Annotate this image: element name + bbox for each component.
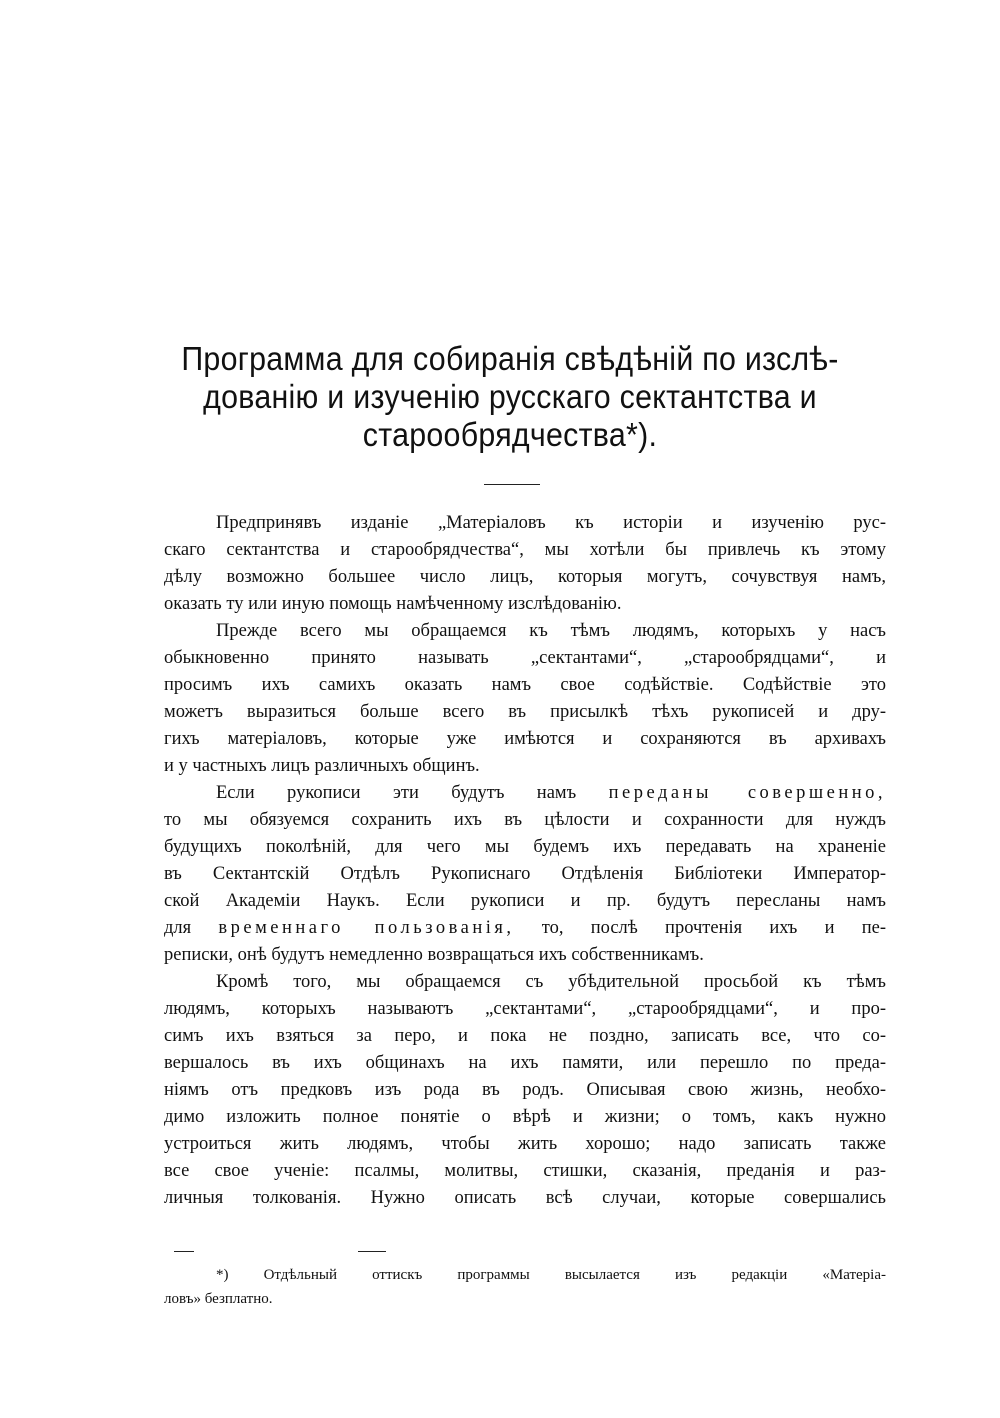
emphasis-text: переданы совершенно, — [608, 783, 887, 803]
text-line: личныя толкованія. Нужно описать всѣ случаи, которые совершались — [164, 1188, 886, 1208]
text-line: можетъ выразиться больше всего въ присылкѣ тѣхъ рукописей и дру- — [164, 702, 886, 722]
text-line: оказать ту или иную помощь намѣченному изслѣдованію. — [164, 594, 622, 614]
text-line: и у частныхъ лицъ различныхъ общинъ. — [164, 756, 480, 776]
footnote-separator — [174, 1251, 394, 1253]
text-line: то мы обязуемся сохранить ихъ въ цѣлости и сохранности для нуждъ — [164, 810, 886, 830]
text-line: Кромѣ того, мы обращаемся съ убѣдительной просьбой къ тѣмъ — [216, 972, 886, 992]
title-line: Программа для собиранія свѣдѣній по изслѣ- — [181, 340, 839, 377]
text-line: устроиться жить людямъ, чтобы жить хорошо; надо записать также — [164, 1134, 886, 1154]
text-run: для — [164, 918, 219, 938]
footnote-rule — [358, 1251, 386, 1252]
text-run: Если рукописи эти будутъ намъ — [216, 783, 609, 803]
text-line: скаго сектантства и старообрядчества“, мы хотѣли бы привлечь къ этому — [164, 540, 886, 560]
text-line — [164, 780, 886, 807]
text-line: все свое ученіе: псалмы, молитвы, стишки, сказанія, преданія и раз- — [164, 1161, 886, 1181]
emphasis-text: временнаго пользованія, — [218, 918, 515, 938]
text-line: реписки, онѣ будутъ немедленно возвращаться ихъ собственникамъ. — [164, 945, 704, 965]
text-line: просимъ ихъ самихъ оказать намъ свое содѣйствіе. Содѣйствіе это — [164, 675, 886, 695]
text-line: дѣлу возможно большее число лицъ, которыя могутъ, сочувствуя намъ, — [164, 567, 886, 587]
footnote — [164, 1263, 886, 1311]
text-line: димо изложить полное понятіе о вѣрѣ и жизни; о томъ, какъ нужно — [164, 1107, 886, 1127]
text-line: ніямъ отъ предковъ изъ рода въ родъ. Описывая свою жизнь, необхо- — [164, 1080, 886, 1100]
paragraph-3 — [164, 780, 886, 969]
text-line: людямъ, которыхъ называютъ „сектантами“, „старообрядцами“, и про- — [164, 999, 886, 1019]
text-line: ской Академіи Наукъ. Если рукописи и пр. будутъ пересланы намъ — [164, 891, 886, 911]
text-line: будущихъ поколѣній, для чего мы будемъ ихъ передавать на храненіе — [164, 837, 886, 857]
document-title — [179, 340, 841, 454]
title-divider — [484, 484, 540, 485]
paragraph-2 — [164, 618, 886, 780]
footnote-line: *) Отдѣльный оттискъ программы высылается изъ редакціи «Матеріа- — [216, 1267, 886, 1283]
text-run: то, послѣ прочтенія ихъ и пе- — [514, 918, 886, 938]
text-line: вершалось въ ихъ общинахъ на ихъ памяти, или перешло по преда- — [164, 1053, 886, 1073]
body-text — [164, 510, 886, 1212]
text-line: симъ ихъ взяться за перо, и пока не поздно, записать все, что со- — [164, 1026, 886, 1046]
title-line: старообрядчества*). — [362, 416, 658, 453]
text-line: въ Сектантскій Отдѣлъ Рукописнаго Отдѣленія Библіотеки Император- — [164, 864, 886, 884]
paragraph-4 — [164, 969, 886, 1212]
text-line: Прежде всего мы обращаемся къ тѣмъ людямъ, которыхъ у насъ — [216, 621, 886, 641]
text-line: обыкновенно принято называть „сектантами“, „старообрядцами“, и — [164, 648, 886, 668]
footnote-rule — [174, 1251, 194, 1252]
text-line: гихъ матеріаловъ, которые уже имѣются и сохраняются въ архивахъ — [164, 729, 886, 749]
paragraph-1 — [164, 510, 886, 618]
text-line — [164, 915, 886, 942]
text-line: Предпринявъ изданіе „Матеріаловъ къ исторіи и изученію рус- — [216, 513, 886, 533]
footnote-line: ловъ» безплатно. — [164, 1291, 273, 1307]
title-line: дованію и изученію русскаго сектантства и — [203, 378, 817, 415]
